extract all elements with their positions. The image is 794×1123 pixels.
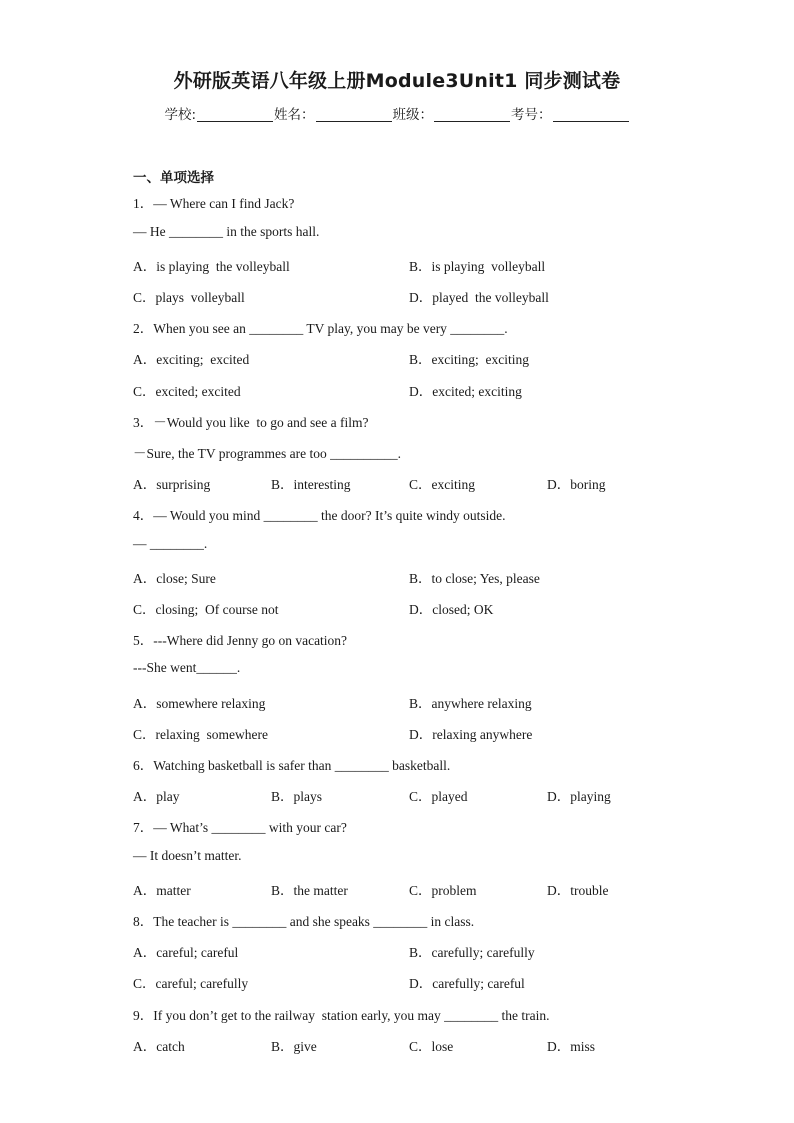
question-8-stem: 8．The teacher is ________ and she speaks ________ in class. [133,914,475,929]
question-2-stem: 2．When you see an ________ TV play, you may be very ________. [133,321,508,336]
question-5-option-c: C．relaxing somewhere [133,727,268,742]
question-4-stem: 4．— Would you mind ________ the door? It’s quite windy outside. [133,508,506,523]
question-4-option-b: B．to close; Yes, please [409,571,540,586]
name-blank [316,107,392,122]
question-5-option-b: B．anywhere relaxing [409,696,532,711]
question-2-option-d: D．excited; exciting [409,384,522,399]
question-1-option-b: B．is playing volleyball [409,259,546,274]
question-7-option-d: D．trouble [547,883,609,898]
question-3-line-2: －Sure, the TV programmes are too __________. [133,446,401,461]
section-title: 一、单项选择 [133,170,214,186]
question-6-stem: 6．Watching basketball is safer than ________ basketball. [133,758,451,773]
question-3-option-a: A．surprising [133,477,211,492]
question-8-option-a: A．careful; careful [133,945,239,960]
question-5-stem: 5．---Where did Jenny go on vacation? [133,633,348,648]
school-blank [197,107,273,122]
question-8-option-b: B．carefully; carefully [409,945,535,960]
question-7-option-c: C．problem [409,883,477,898]
number-label: 考号： [511,107,552,123]
question-4-option-a: A．close; Sure [133,571,216,586]
question-2-option-c: C．excited; excited [133,384,241,399]
question-9-stem: 9．If you don’t get to the railway station early, you may ________ the train. [133,1008,550,1023]
question-3-option-c: C．exciting [409,477,475,492]
question-1-option-c: C．plays volleyball [133,290,245,305]
question-6-option-c: C．played [409,789,468,804]
question-1-stem: 1．— Where can I find Jack? [133,196,295,211]
question-8-option-c: C．careful; carefully [133,976,249,991]
question-2-option-b: B．exciting; exciting [409,352,529,367]
question-3-option-b: B．interesting [271,477,351,492]
question-6-option-d: D．playing [547,789,611,804]
name-label: 姓名： [274,107,315,123]
question-3-option-d: D．boring [547,477,606,492]
question-1-option-a: A．is playing the volleyball [133,259,290,274]
question-4-option-c: C．closing; Of course not [133,602,279,617]
question-2-option-a: A．exciting; excited [133,352,250,367]
question-9-option-d: D．miss [547,1039,596,1054]
question-9-option-a: A．catch [133,1039,185,1054]
question-9-option-c: C．lose [409,1039,454,1054]
question-7-option-b: B．the matter [271,883,348,898]
question-7-line-2: — It doesn’t matter. [133,848,242,863]
question-5-option-d: D．relaxing anywhere [409,727,533,742]
question-1-option-d: D．played the volleyball [409,290,549,305]
question-7-stem: 7．— What’s ________ with your car? [133,820,347,835]
question-5-line-2: ---She went______. [133,660,241,675]
question-3-stem: 3．－Would you like to go and see a film? [133,415,369,430]
class-blank [434,107,510,122]
school-label: 学校: [164,107,197,123]
class-label: 班级： [392,107,434,123]
question-9-option-b: B．give [271,1039,317,1054]
question-7-option-a: A．matter [133,883,191,898]
question-4-option-d: D．closed; OK [409,602,494,617]
question-6-option-b: B．plays [271,789,323,804]
question-1-line-2: — He ________ in the sports hall. [133,224,320,239]
question-4-line-2: — ________. [133,536,208,551]
number-blank [553,107,629,122]
question-5-option-a: A．somewhere relaxing [133,696,266,711]
page-title: 外研版英语八年级上册Module3Unit1 同步测试卷 [173,70,621,92]
question-8-option-d: D．carefully; careful [409,976,525,991]
question-6-option-a: A．play [133,789,180,804]
student-info [0,103,794,123]
